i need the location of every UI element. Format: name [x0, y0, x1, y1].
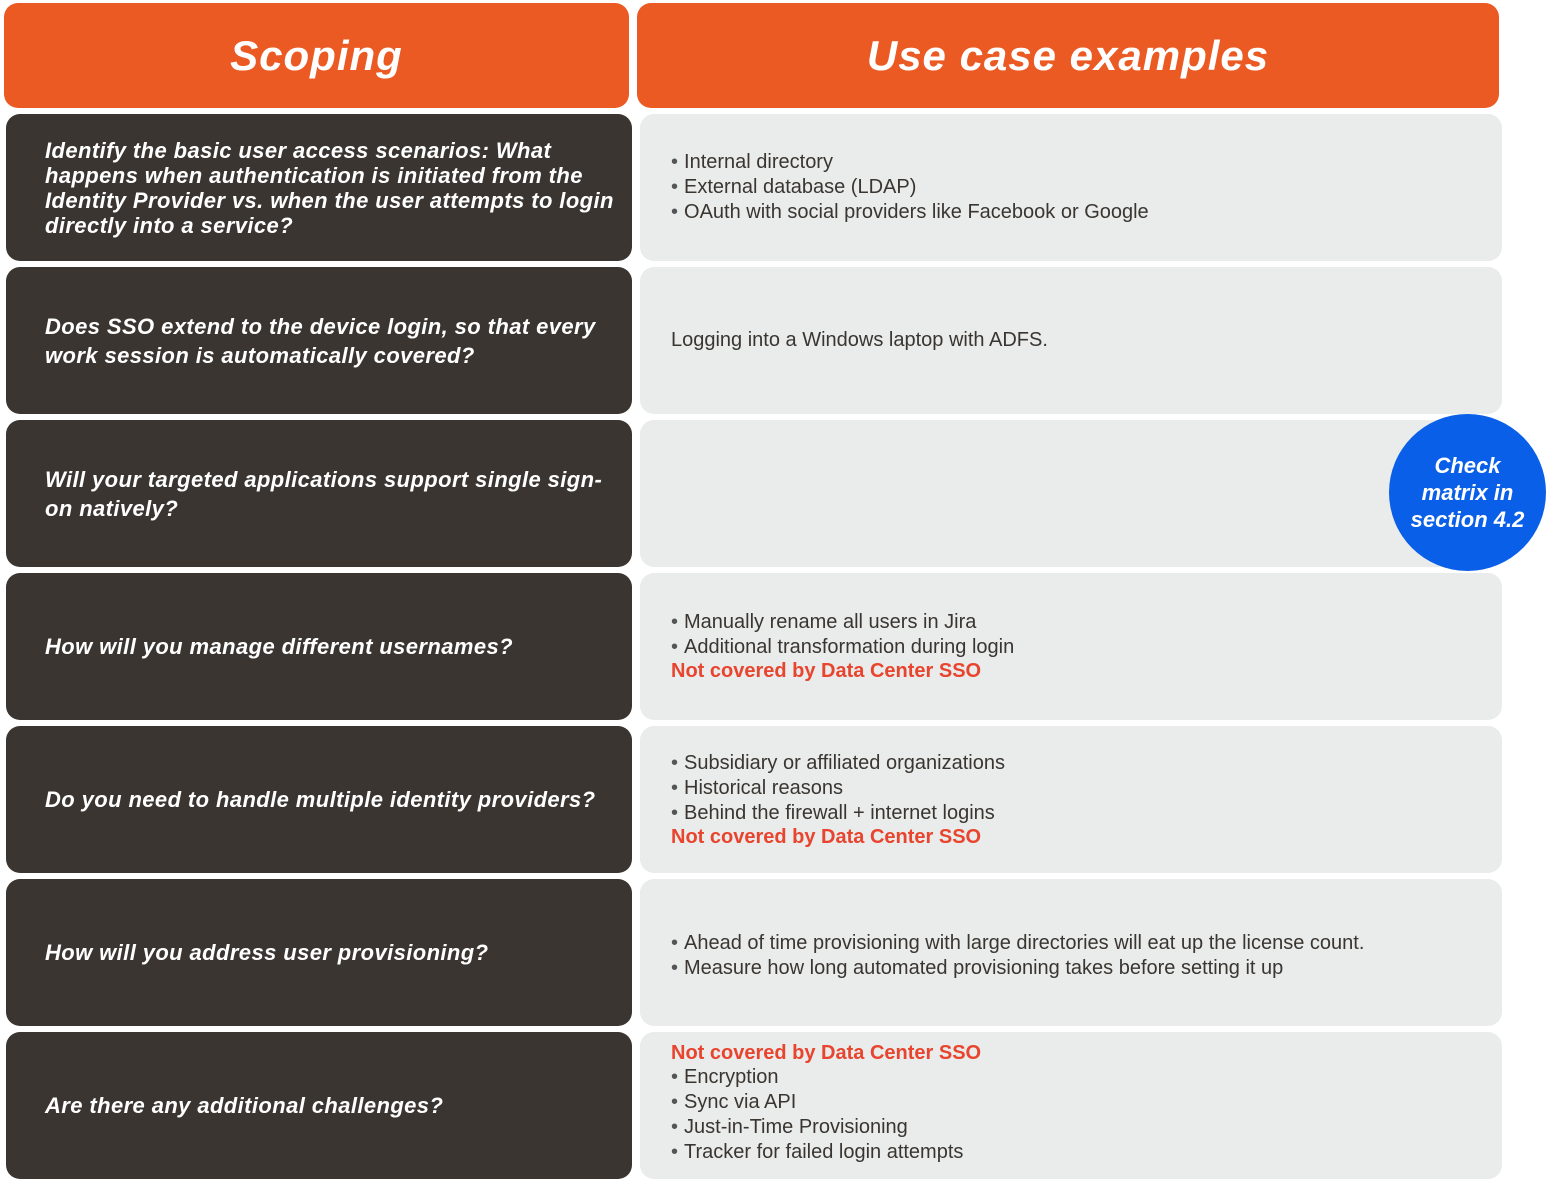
list-item: • Tracker for failed login attempts [671, 1140, 1478, 1165]
not-covered-note: Not covered by Data Center SSO [671, 1042, 982, 1064]
list-item: • Ahead of time provisioning with large directories will eat up the license count. [671, 931, 1478, 956]
not-covered-note: Not covered by Data Center SSO [671, 825, 982, 848]
table-row [0, 114, 1554, 261]
scoping-header: Scoping [4, 3, 629, 108]
list-item: • Additional transformation during login [671, 635, 1478, 660]
question-cell [6, 114, 632, 261]
question-text: How will you address user provisioning? [45, 940, 489, 965]
answer-cell [640, 573, 1502, 720]
answer-cell [640, 879, 1502, 1026]
not-covered-note: Not covered by Data Center SSO [671, 660, 982, 682]
table-row [0, 420, 1554, 567]
table-row [0, 267, 1554, 414]
list-item: • Just-in-Time Provisioning [671, 1115, 1478, 1140]
list-item: • Behind the firewall + internet logins [671, 801, 1478, 826]
table-row [0, 573, 1554, 720]
list-item: • External database (LDAP) [671, 175, 1478, 200]
question-text: How will you manage different usernames? [45, 634, 513, 659]
answer-cell [640, 1032, 1502, 1179]
question-cell [6, 573, 632, 720]
question-text: Will your targeted applications support single sign-on natively? [45, 466, 603, 521]
answer-text: Logging into a Windows laptop with ADFS. [671, 329, 1048, 351]
list-item: • Historical reasons [671, 776, 1478, 801]
question-text: Does SSO extend to the device login, so that every work session is automatically covered? [45, 313, 596, 368]
list-item: • Internal directory [671, 150, 1478, 175]
question-text: Do you need to handle multiple identity providers? [45, 787, 596, 812]
list-item: • Manually rename all users in Jira [671, 610, 1478, 635]
question-cell [6, 1032, 632, 1179]
answer-cell [640, 267, 1502, 414]
list-item: • Sync via API [671, 1090, 1478, 1115]
check-matrix-badge [1389, 414, 1546, 571]
question-text: Are there any additional challenges? [45, 1093, 444, 1118]
question-cell [6, 267, 632, 414]
question-cell [6, 726, 632, 873]
table-row [0, 726, 1554, 873]
list-item: • OAuth with social providers like Facebook or Google [671, 200, 1478, 225]
table-row [0, 879, 1554, 1026]
answer-cell [640, 420, 1502, 567]
answer-cell [640, 114, 1502, 261]
list-item: • Measure how long automated provisioning takes before setting it up [671, 956, 1478, 981]
list-item: • Subsidiary or affiliated organizations [671, 751, 1478, 776]
list-item: • Encryption [671, 1065, 1478, 1090]
question-text: Identify the basic user access scenarios: What happens when authentication is initiated from the Identity Provider vs. when the user attempts to login directly into a service? [45, 137, 614, 238]
answer-cell [640, 726, 1502, 873]
question-cell [6, 420, 632, 567]
badge-text: Check matrix in section 4.2 [1410, 453, 1525, 532]
question-cell [6, 879, 632, 1026]
use-cases-header: Use case examples [637, 3, 1499, 108]
table-row [0, 1032, 1554, 1179]
